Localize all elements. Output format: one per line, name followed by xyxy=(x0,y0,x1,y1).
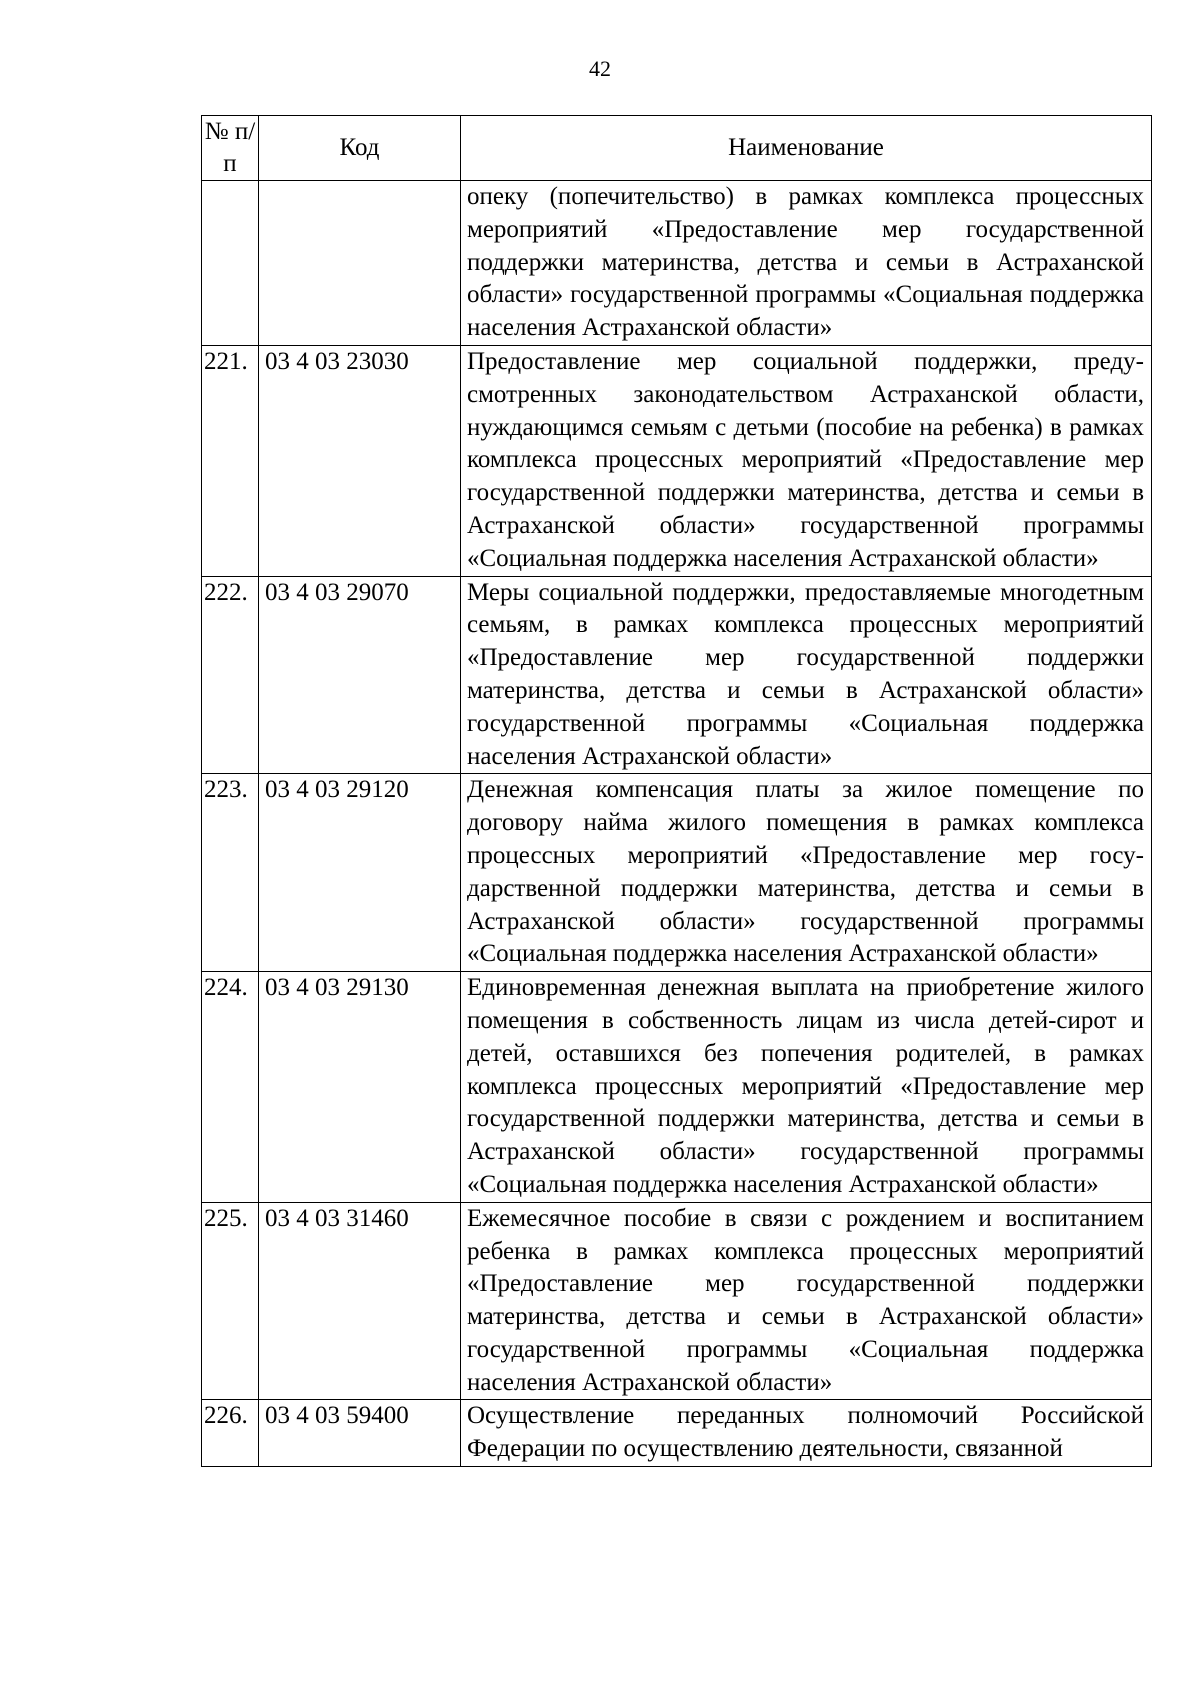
row-num: 221. xyxy=(202,345,259,576)
page-number: 42 xyxy=(589,56,611,81)
header-code: Код xyxy=(259,116,461,181)
row-name: опеку (попечительство) в рамках комплекса процессных мероприятий «Предоставление мер государственной поддержки материнства, детства и семьи в Астраханской области» государственной программы «Социальная поддержка населения Астраханской области» xyxy=(461,181,1152,346)
table-row xyxy=(202,972,1152,1203)
row-name: Меры социальной поддержки, предоставляемые многодетным семьям, в рамках комплекса процессных мероприятий «Предоставление мер государственной поддержки материнства, детства и семьи в Астраханской области» государственной программы «Социальная поддержка населения Астраханской области» xyxy=(461,576,1152,774)
row-num: 222. xyxy=(202,576,259,774)
header-num: № п/п xyxy=(202,116,259,181)
row-code: 03 4 03 23030 xyxy=(259,345,461,576)
table-row xyxy=(202,181,1152,346)
row-num: 225. xyxy=(202,1202,259,1400)
table-row xyxy=(202,576,1152,774)
table-row xyxy=(202,774,1152,972)
row-code: 03 4 03 29130 xyxy=(259,972,461,1203)
row-name: Ежемесячное пособие в связи с рождением и воспитанием ребенка в рамках комплекса процессных мероприятий «Предоставление мер государственной поддержки материнства, детства и семьи в Астраханской области» государственной программы «Социальная поддержка населения Астраханской области» xyxy=(461,1202,1152,1400)
row-name: Предоставление мер социальной поддержки, предусмотренных законодательством Астраханской области, нуждающимся семьям с детьми (пособие на ребенка) в рамках комплекса процессных мероприятий «Предоставление мер государственной поддержки материнства, детства и семьи в Астраханской области» государственной программы «Социальная поддержка населения Астраханской области» xyxy=(461,345,1152,576)
row-num: 226. xyxy=(202,1400,259,1467)
row-code: 03 4 03 31460 xyxy=(259,1202,461,1400)
table-header-row xyxy=(202,116,1152,181)
row-name: Осуществление переданных полномочий Российской Федерации по осуществлению деятельности, связанной xyxy=(461,1400,1152,1467)
row-code: 03 4 03 29070 xyxy=(259,576,461,774)
table-row xyxy=(202,1400,1152,1467)
codes-table xyxy=(201,115,1152,1467)
row-name: Денежная компенсация платы за жилое помещение по договору найма жилого помещения в рамках комплекса процессных мероприятий «Предоставление мер государственной поддержки материнства, детства и семьи в Астраханской области» государственной программы «Социальная поддержка населения Астраханской области» xyxy=(461,774,1152,972)
row-code: 03 4 03 59400 xyxy=(259,1400,461,1467)
row-num xyxy=(202,181,259,346)
table-row xyxy=(202,345,1152,576)
row-code xyxy=(259,181,461,346)
row-code: 03 4 03 29120 xyxy=(259,774,461,972)
header-name: Наименование xyxy=(461,116,1152,181)
row-num: 223. xyxy=(202,774,259,972)
row-num: 224. xyxy=(202,972,259,1203)
row-name: Единовременная денежная выплата на приобретение жилого помещения в собственность лицам из числа детей-сирот и детей, оставшихся без попечения родителей, в рамках комплекса процессных мероприятий «Предоставление мер государственной поддержки материнства, детства и семьи в Астраханской области» государственной программы «Социальная поддержка населения Астраханской области» xyxy=(461,972,1152,1203)
table-row xyxy=(202,1202,1152,1400)
